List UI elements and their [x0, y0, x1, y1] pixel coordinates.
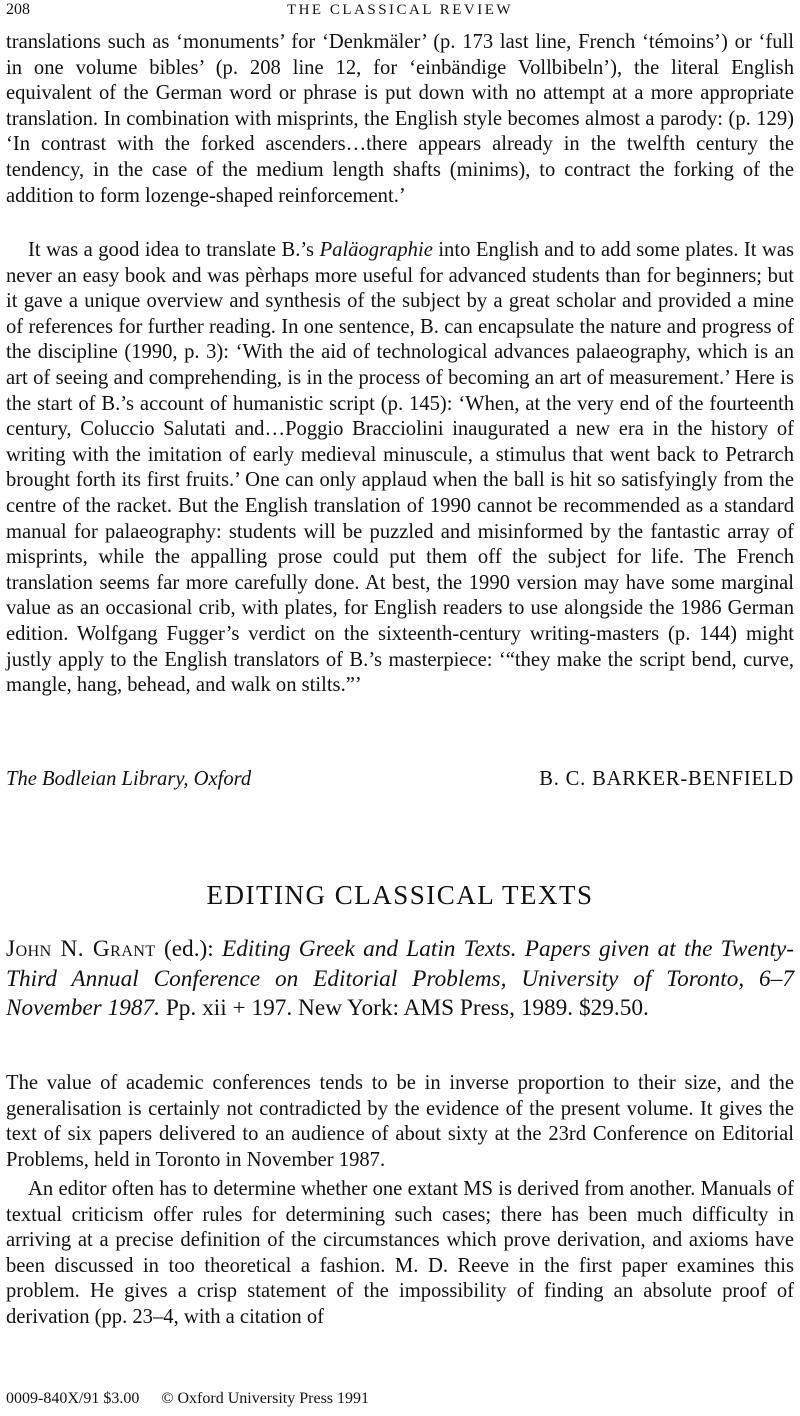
running-title: THE CLASSICAL REVIEW [286, 2, 514, 18]
reviewer-name: B. C. BARKER-BENFIELD [539, 768, 794, 790]
page-number: 208 [6, 1, 30, 18]
citation-ed-note: (ed.): [155, 936, 222, 962]
paragraph-2-book-title: Paläographie [319, 239, 433, 261]
review-signature [6, 768, 794, 794]
book-citation [6, 935, 794, 1024]
paragraph-1: translations such as ‘monuments’ for ‘Denkmäler’ (p. 173 last line, French ‘témoins’) or ‘full in one volume bibles’ (p. 208 line 12, for ‘einbändige Vollbibeln’), the literal English equivalent of the German word or phrase is put down with no attempt at a more appropriate translation. In combination with misprints, the English style becomes almost a parody: (p. 129) ‘In contrast with the forked ascenders…there appears already in the twelfth century the tendency, in the case of the medium length shafts (minims), to contract the forking of the addition to form lozenge-shaped reinforcement.’ [6, 31, 794, 207]
page-header [6, 0, 794, 22]
reviewer-affiliation: The Bodleian Library, Oxford [6, 768, 252, 790]
footer-copyright: © Oxford University Press 1991 [161, 1390, 370, 1407]
paragraph-2 [6, 238, 794, 699]
paragraph-2-text-rest: into English and to add some plates. It was never an easy book and was pèrhaps more useful for advanced students than for beginners; but it gave a unique overview and synthesis of the subject by a great scholar and provided a mine of references for further reading. In one sentence, B. can encapsulate the nature and progress of the discipline (1990, p. 3): ‘With the aid of technological advances palaeography, which is an art of seeing and comprehending, is in the process of becoming an art of measurement.’ Here is the start of B.’s account of humanistic script (p. 145): ‘When, at the very end of the fourteenth century, Coluccio Salutati and…Poggio Bracciolini inaugurated a new era in the history of writing with the imitation of early medieval minuscule, a stimulus that went back to Petrarch brought forth its first fruits.’ One can only applaud when the ball is hit so satisfyingly from the centre of the racket. But the English translation of 1990 cannot be recommended as a standard manual for palaeography: students will be puzzled and misinformed by the fantastic array of misprints, while the appalling prose could put them off the subject for life. The French translation seems far more carefully done. At best, the 1990 version may have some marginal value as an occasional crib, with plates, for English readers to use alongside the 1986 German edition. Wolfgang Fugger’s verdict on the sixteenth-century writing-masters (p. 144) might justly apply to the English translators of B.’s masterpiece: ‘“they make the script bend, curve, mangle, hang, behead, and walk on stilts.”’ [6, 239, 794, 697]
paragraph-4: An editor often has to determine whether one extant MS is derived from another. Manuals of textual criticism offer rules for determining such cases; there has been much difficulty in arriving at a precise definition of the circumstances which prove derivation, and axioms have been discussed in too theoretical a fashion. M. D. Reeve in the first paper examines this problem. He gives a crisp statement of the impossibility of finding an absolute proof of derivation (pp. 23–4, with a citation of [6, 1178, 794, 1328]
citation-editor: John N. Grant [6, 936, 156, 962]
footer-issn: 0009-840X/91 $3.00 [6, 1390, 140, 1407]
paragraph-2-text-start: It was a good idea to translate B.’s [28, 239, 320, 261]
citation-details: Pp. xii + 197. New York: AMS Press, 1989. $29.50. [160, 995, 649, 1021]
section-title: EDITING CLASSICAL TEXTS [206, 880, 594, 910]
page-footer [6, 1390, 369, 1408]
paragraph-3: The value of academic conferences tends to be in inverse proportion to their size, and the generalisation is certainly not contradicted by the evidence of the present volume. It gives the text of six papers delivered to an audience of about sixty at the 23rd Conference on Editorial Problems, held in Toronto in November 1987. [6, 1072, 794, 1171]
citation-book-title: Editing Greek and Latin Texts. Papers given at the Twenty-Third Annual Conference on Editorial Problems, University of Toronto, 6–7 November 1987. [6, 936, 795, 1021]
